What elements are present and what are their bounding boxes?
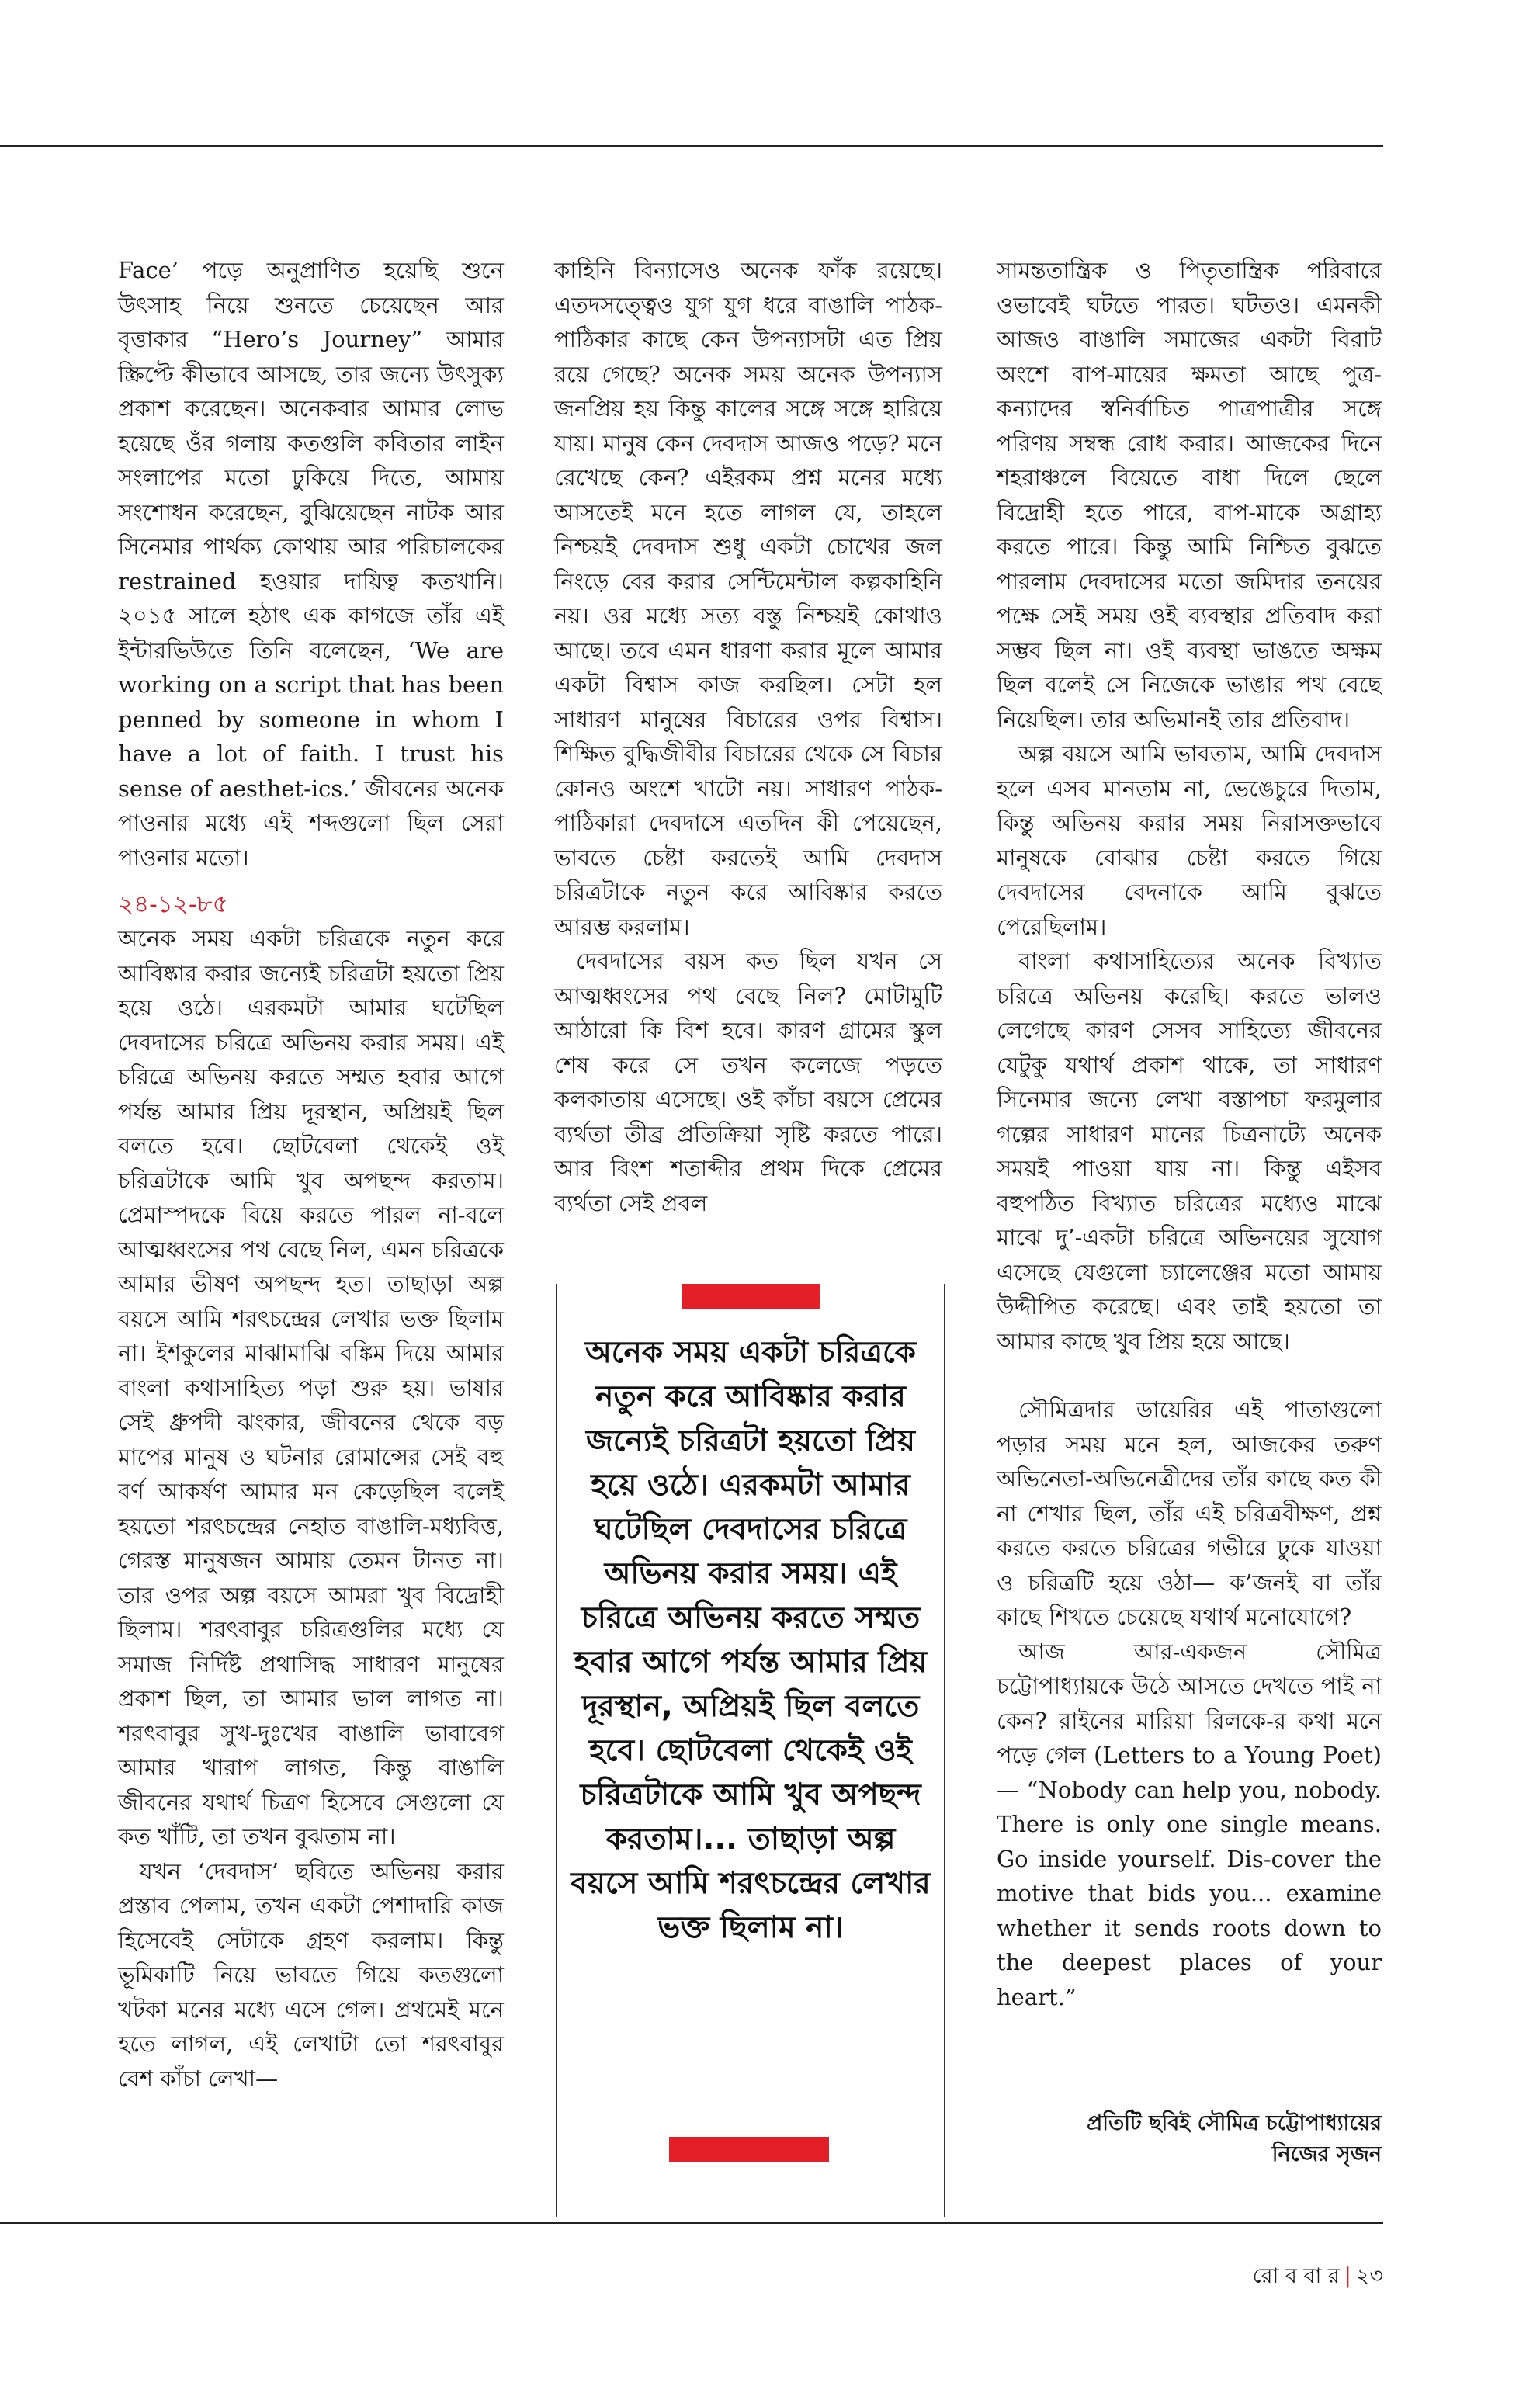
column-2 [554,253,942,1220]
column-3 [997,253,1382,2014]
pull-quote-text: অনেক সময় একটা চরিত্রকে নতুন করে আবিষ্কার করার জন্যেই চরিত্রটা হয়তো প্রিয় হয়ে ওঠে। এরকমটা আমার ঘটেছিল দেবদাসের চরিত্রে অভিনয় করার সময়। এই চরিত্রে অভিনয় করতে সম্মত হবার আগে পর্যন্ত আমার প্রিয় দূরস্থান, অপ্রিয়ই ছিল বলতে হবে। ছোটবেলা থেকেই ওই চরিত্রটাকে আমি খুব অপছন্দ করতাম।... তাছাড়া অল্প বয়সে আমি শরৎচন্দ্রের লেখার ভক্ত ছিলাম না। [571,1335,931,1945]
col1-paragraph-1: Face’ পড়ে অনুপ্রাণিত হয়েছি শুনে উৎসাহ নিয়ে শুনতে চেয়েছেন আর বৃত্তাকার “Hero’s Journey” আমার স্ক্রিপ্টে কীভাবে আসছে, তার জন্যে উৎসুক্য প্রকাশ করেছেন। অনেকবার আমার লোভ হয়েছে ওঁর গলায় কতগুলি কবিতার লাইন সংলাপের মতো ঢুকিয়ে দিতে, আমায় সংশোধন করেছেন, বুঝিয়েছেন নাটক আর সিনেমার পার্থক্য কোথায় আর পরিচালকের restrained হওয়ার দায়িত্ব কতখানি। ২০১৫ সালে হঠাৎ এক কাগজে তাঁর এই ইন্টারভিউতে তিনি বলেছেন, ‘We are working on a script that has been penned by someone in whom I have a lot of faith. I trust his sense of aesthet-ics.’ জীবনের অনেক পাওনার মধ্যে এই শব্দগুলো ছিল সেরা পাওনার মতো। [118,257,504,871]
photo-credit-line-1: প্রতিটি ছবিই সৌমিত্র চট্টোপাধ্যায়ের [1087,2111,1382,2135]
col3-paragraph-4: সৌমিত্রদার ডায়েরির এই পাতাগুলো পড়ার সময় মনে হল, আজকের তরুণ অভিনেতা-অভিনেত্রীদের তাঁর কাছে কত কী না শেখার ছিল, তাঁর এই চরিত্রবীক্ষণ, প্রশ্ন করতে করতে চরিত্রের গভীরে ঢুকে যাওয়া ও চরিত্রটি হয়ে ওঠা— ক’জনই বা তাঁর কাছে শিখতে চেয়েছে যথার্থ মনোযোগে? [997,1396,1382,1630]
photo-credit [994,2108,1382,2170]
top-rule [0,145,1383,147]
page-footer [1253,2260,1383,2295]
page-number: ২৩ [1355,2264,1383,2288]
paragraph-gap [997,1358,1382,1392]
pull-quote [556,1284,945,2162]
col1-paragraph-3: যখন ‘দেবদাস’ ছবিতে অভিনয় করার প্রস্তাব পেলাম, তখন একটা পেশাদারি কাজ হিসেবেই সেটাকে গ্রহণ করলাম। কিন্তু ভূমিকাটি নিয়ে ভাবতে গিয়ে কতগুলো খটকা মনের মধ্যে এসে গেল। প্রথমেই মনে হতে লাগল, এই লেখাটা তো শরৎবাবুর বেশ কাঁচা লেখা— [118,1857,504,2092]
bottom-rule [0,2222,1383,2224]
pull-quote-bottom-bar [669,2137,829,2162]
col2-paragraph-2: দেবদাসের বয়স কত ছিল যখন সে আত্মধ্বংসের পথ বেছে নিল? মোটামুটি আঠারো কি বিশ হবে। কারণ গ্রামের স্কুল শেষ করে সে তখন কলেজে পড়তে কলকাতায় এসেছে। ওই কাঁচা বয়সে প্রেমের ব্যর্থতা তীব্র প্রতিক্রিয়া সৃষ্টি করতে পারে। আর বিংশ শতাব্দীর প্রথম দিকে প্রেমের ব্যর্থতা সেই প্রবল [554,948,942,1216]
footer-separator: | [1344,2264,1351,2288]
pull-quote-top-bar [682,1284,820,1309]
magazine-name: রো ব বা র [1252,2264,1340,2288]
col1-paragraph-2: অনেক সময় একটা চরিত্রকে নতুন করে আবিষ্কার করার জন্যেই চরিত্রটা হয়তো প্রিয় হয়ে ওঠে। এরকমটা আমার ঘটেছিল দেবদাসের চরিত্রে অভিনয় করার সময়। এই চরিত্রে অভিনয় করতে সম্মত হবার আগে পর্যন্ত আমার প্রিয় দূরস্থান, অপ্রিয়ই ছিল বলতে হবে। ছোটবেলা থেকেই ওই চরিত্রটাকে আমি খুব অপছন্দ করতাম। প্রেমাস্পদকে বিয়ে করতে পারল না-বলে আত্মধ্বংসের পথ বেছে নিল, এমন চরিত্রকে আমার ভীষণ অপছন্দ হত। তাছাড়া অল্প বয়সে আমি শরৎচন্দ্রের লেখার ভক্ত ছিলাম না। ইশকুলের মাঝামাঝি বঙ্কিম দিয়ে আমার বাংলা কথাসাহিত্য পড়া শুরু হয়। ভাষার সেই ধ্রুপদী ঝংকার, জীবনের থেকে বড় মাপের মানুষ ও ঘটনার রোমান্সের সেই বহু বর্ণ আকর্ষণ আমার মন কেড়েছিল বলেই হয়তো শরৎচন্দ্রের নেহাত বাঙালি-মধ্যবিত্ত, গেরস্ত মানুষজন আমায় তেমন টানত না। তার ওপর অল্প বয়সে আমরা খুব বিদ্রোহী ছিলাম। শরৎবাবুর চরিত্রগুলির মধ্যে যে সমাজ নির্দিষ্ট প্রথাসিদ্ধ সাধারণ মানুষের প্রকাশ ছিল, তা আমার ভাল লাগত না। শরৎবাবুর সুখ-দুঃখের বাঙালি ভাবাবেগ আমার খারাপ লাগত, কিন্তু বাঙালি জীবনের যথার্থ চিত্রণ হিসেবে সেগুলো যে কত খাঁটি, তা তখন বুঝতাম না। [118,925,504,1850]
col3-paragraph-3: বাংলা কথাসাহিত্যের অনেক বিখ্যাত চরিত্রে অভিনয় করেছি। করতে ভালও লেগেছে কারণ সেসব সাহিত্যে জীবনের যেটুকু যথার্থ প্রকাশ থাকে, তা সাধারণ সিনেমার জন্যে লেখা বস্তাপচা ফরমুলার গল্পের সাধারণ মানের চিত্রনাট্যে অনেক সময়ই পাওয়া যায় না। কিন্তু এইসব বহুপঠিত বিখ্যাত চরিত্রের মধ্যেও মাঝে মাঝে দু’-একটা চরিত্রে অভিনয়ের সুযোগ এসেছে যেগুলো চ্যালেঞ্জের মতো আমায় উদ্দীপিত করেছে। এবং তাই হয়তো তা আমার কাছে খুব প্রিয় হয়ে আছে। [997,948,1382,1354]
col3-paragraph-5: আজ আর-একজন সৌমিত্র চট্টোপাধ্যায়কে উঠে আসতে দেখতে পাই না কেন? রাইনের মারিয়া রিলকে-র কথা মনে পড়ে গেল (Letters to a Young Poet)— “Nobody can help you, nobody. There is only one single means. Go inside yourself. Dis-cover the motive that bids you... examine whether it sends roots down to the deepest places of your heart.” [997,1638,1382,2010]
column-1 [118,253,504,2096]
diary-date-heading: ২৪-১২-৮৫ [118,890,228,918]
col3-paragraph-2: অল্প বয়সে আমি ভাবতাম, আমি দেবদাস হলে এসব মানতাম না, ভেঙেচুরে দিতাম, কিন্তু অভিনয় করার সময় নিরাসক্তভাবে মানুষকে বোঝার চেষ্টা করতে গিয়ে দেবদাসের বেদনাকে আমি বুঝতে পেরেছিলাম। [997,740,1382,940]
photo-credit-line-2: নিজের সৃজন [1271,2142,1382,2166]
col2-paragraph-1: কাহিনি বিন্যাসেও অনেক ফাঁক রয়েছে। এতদসত্ত্বেও যুগ যুগ ধরে বাঙালি পাঠক-পাঠিকার কাছে কেন উপন্যাসটা এত প্রিয় রয়ে গেছে? অনেক সময় অনেক উপন্যাস জনপ্রিয় হয় কিন্তু কালের সঙ্গে সঙ্গে হারিয়ে যায়। মানুষ কেন দেবদাস আজও পড়ে? মনে রেখেছে কেন? এইরকম প্রশ্ন মনের মধ্যে আসতেই মনে হতে লাগল যে, তাহলে নিশ্চয়ই দেবদাস শুধু একটা চোখের জল নিংড়ে বের করার সেন্টিমেন্টাল কল্পকাহিনি নয়। ওর মধ্যে সত্য বস্তু নিশ্চয়ই কোথাও আছে। তবে এমন ধারণা করার মূলে আমার একটা বিশ্বাস কাজ করছিল। সেটা হল সাধারণ মানুষের বিচারের ওপর বিশ্বাস। শিক্ষিত বুদ্ধিজীবীর বিচারের থেকে সে বিচার কোনও অংশে খাটো নয়। সাধারণ পাঠক-পাঠিকারা দেবদাসে এতদিন কী পেয়েছেন, ভাবতে চেষ্টা করতেই আমি দেবদাস চরিত্রটাকে নতুন করে আবিষ্কার করতে আরম্ভ করলাম। [554,257,942,940]
col3-paragraph-1: সামন্ততান্ত্রিক ও পিতৃতান্ত্রিক পরিবারে ওভাবেই ঘটতে পারত। ঘটতও। এমনকী আজও বাঙালি সমাজের একটা বিরাট অংশে বাপ-মায়ের ক্ষমতা আছে পুত্র-কন্যাদের স্বনির্বাচিত পাত্রপাত্রীর সঙ্গে পরিণয় সম্বন্ধ রোধ করার। আজকের দিনে শহরাঞ্চলে বিয়েতে বাধা দিলে ছেলে বিদ্রোহী হতে পারে, বাপ-মাকে অগ্রাহ্য করতে পারে। কিন্তু আমি নিশ্চিত বুঝতে পারলাম দেবদাসের মতো জমিদার তনয়ের পক্ষে সেই সময় ওই ব্যবস্থার প্রতিবাদ করা সম্ভব ছিল না। ওই ব্যবস্থা ভাঙতে অক্ষম ছিল বলেই সে নিজেকে ভাঙার পথ বেছে নিয়েছিল। তার অভিমানই তার প্রতিবাদ। [997,257,1382,733]
